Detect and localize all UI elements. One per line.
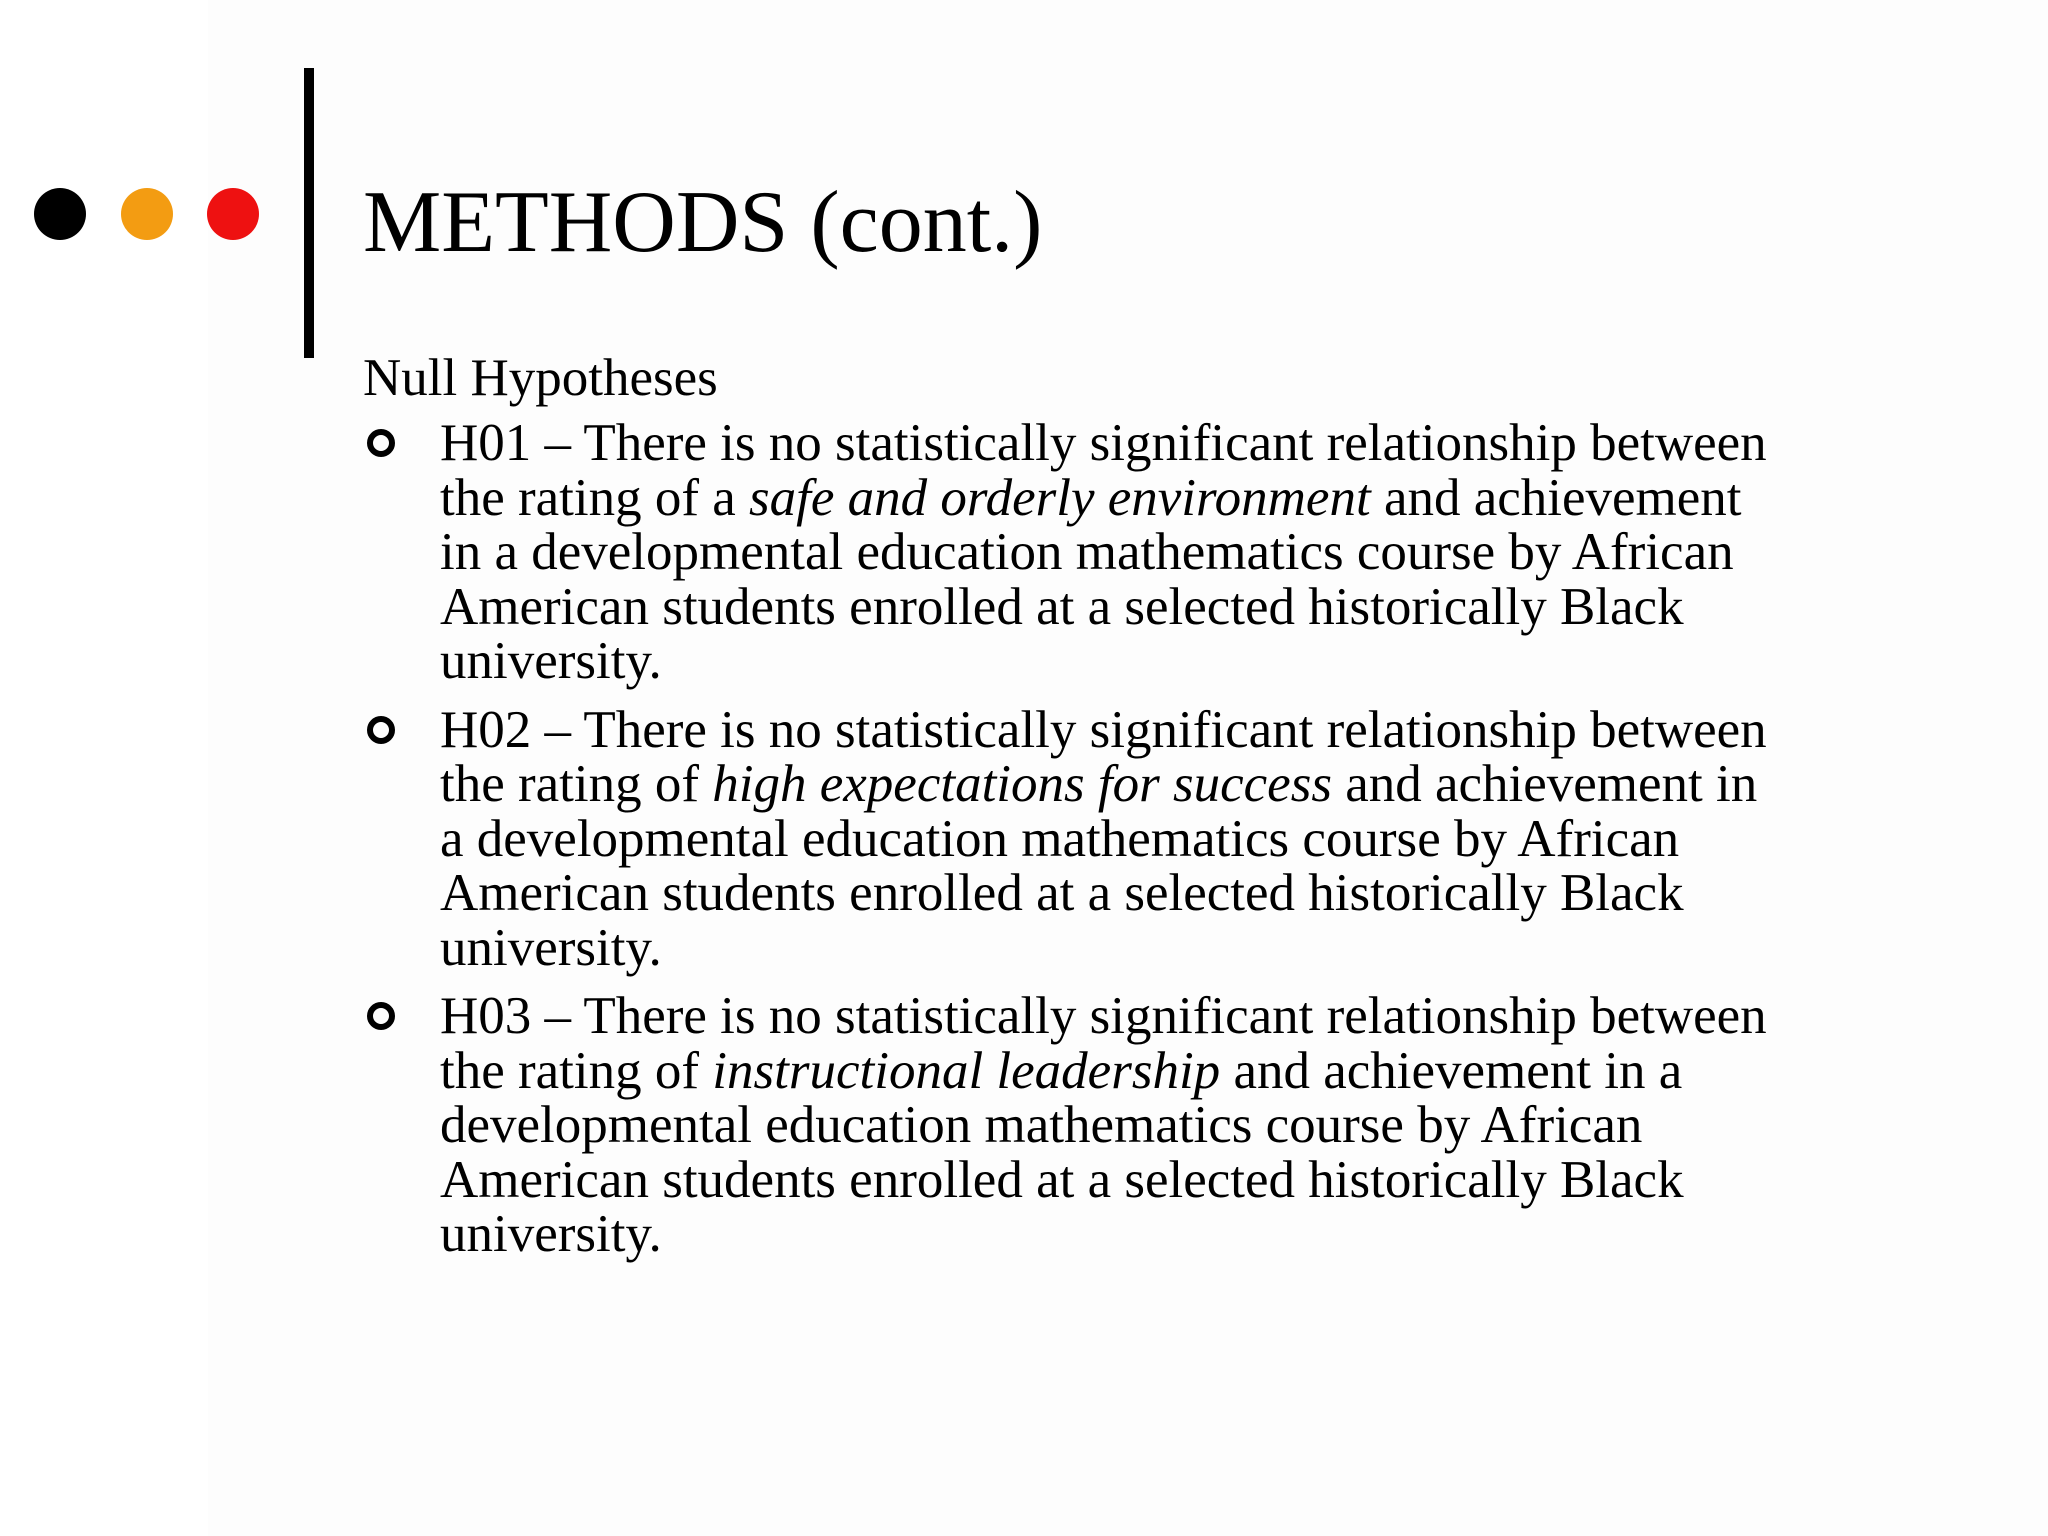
hypothesis-line — [440, 468, 1963, 527]
hypothesis-h03 — [363, 989, 1963, 1262]
hypothesis-line: H03 – There is no statistically significant relationship between — [440, 987, 1767, 1045]
hypothesis-line — [440, 1041, 1963, 1100]
hollow-circle-bullet-icon — [367, 716, 395, 744]
hypothesis-emphasis: high expectations for success — [712, 755, 1332, 813]
hypothesis-emphasis: instructional leadership — [712, 1041, 1221, 1100]
hypothesis-h02 — [363, 700, 1963, 977]
hypothesis-text: the rating of — [440, 1041, 713, 1100]
hollow-circle-bullet-icon — [367, 1002, 395, 1030]
slide-title: METHODS (cont.) — [363, 174, 1043, 271]
title-divider-bar — [304, 68, 314, 358]
hypothesis-text: the rating of — [440, 755, 713, 813]
hypothesis-line: university. — [440, 918, 662, 977]
hypothesis-line — [440, 757, 1963, 812]
hypothesis-line: H01 – There is no statistically significant relationship between — [440, 414, 1767, 472]
decorative-dot-orange — [121, 188, 173, 240]
hypothesis-line: university. — [440, 1205, 662, 1263]
hypothesis-line: a developmental education mathematics course by African — [440, 809, 1680, 868]
hypothesis-line: American students enrolled at a selected historically Black — [440, 577, 1684, 636]
hollow-circle-bullet-icon — [367, 429, 395, 457]
section-subtitle: Null Hypotheses — [363, 349, 718, 407]
hypothesis-text: and achievement in — [1331, 755, 1758, 813]
hypothesis-line: developmental education mathematics course by African — [440, 1096, 1643, 1154]
hypothesis-text: and achievement in a — [1220, 1041, 1683, 1100]
hypothesis-line: H02 – There is no statistically significant relationship between — [440, 700, 1767, 759]
decorative-dot-red — [207, 188, 259, 240]
hypothesis-text: the rating of a — [440, 468, 750, 527]
hypothesis-text: and achievement — [1370, 468, 1742, 527]
hypotheses-list — [363, 416, 1963, 1262]
hypothesis-line: American students enrolled at a selected historically Black — [440, 1150, 1684, 1209]
hypothesis-line: in a developmental education mathematics course by African — [440, 523, 1734, 581]
decorative-dot-black — [34, 188, 86, 240]
hypothesis-emphasis: safe and orderly environment — [749, 468, 1371, 527]
hypothesis-line: university. — [440, 632, 662, 690]
slide-body — [363, 348, 1963, 1276]
hypothesis-h01 — [363, 416, 1963, 689]
hypothesis-line: American students enrolled at a selected historically Black — [440, 864, 1684, 922]
